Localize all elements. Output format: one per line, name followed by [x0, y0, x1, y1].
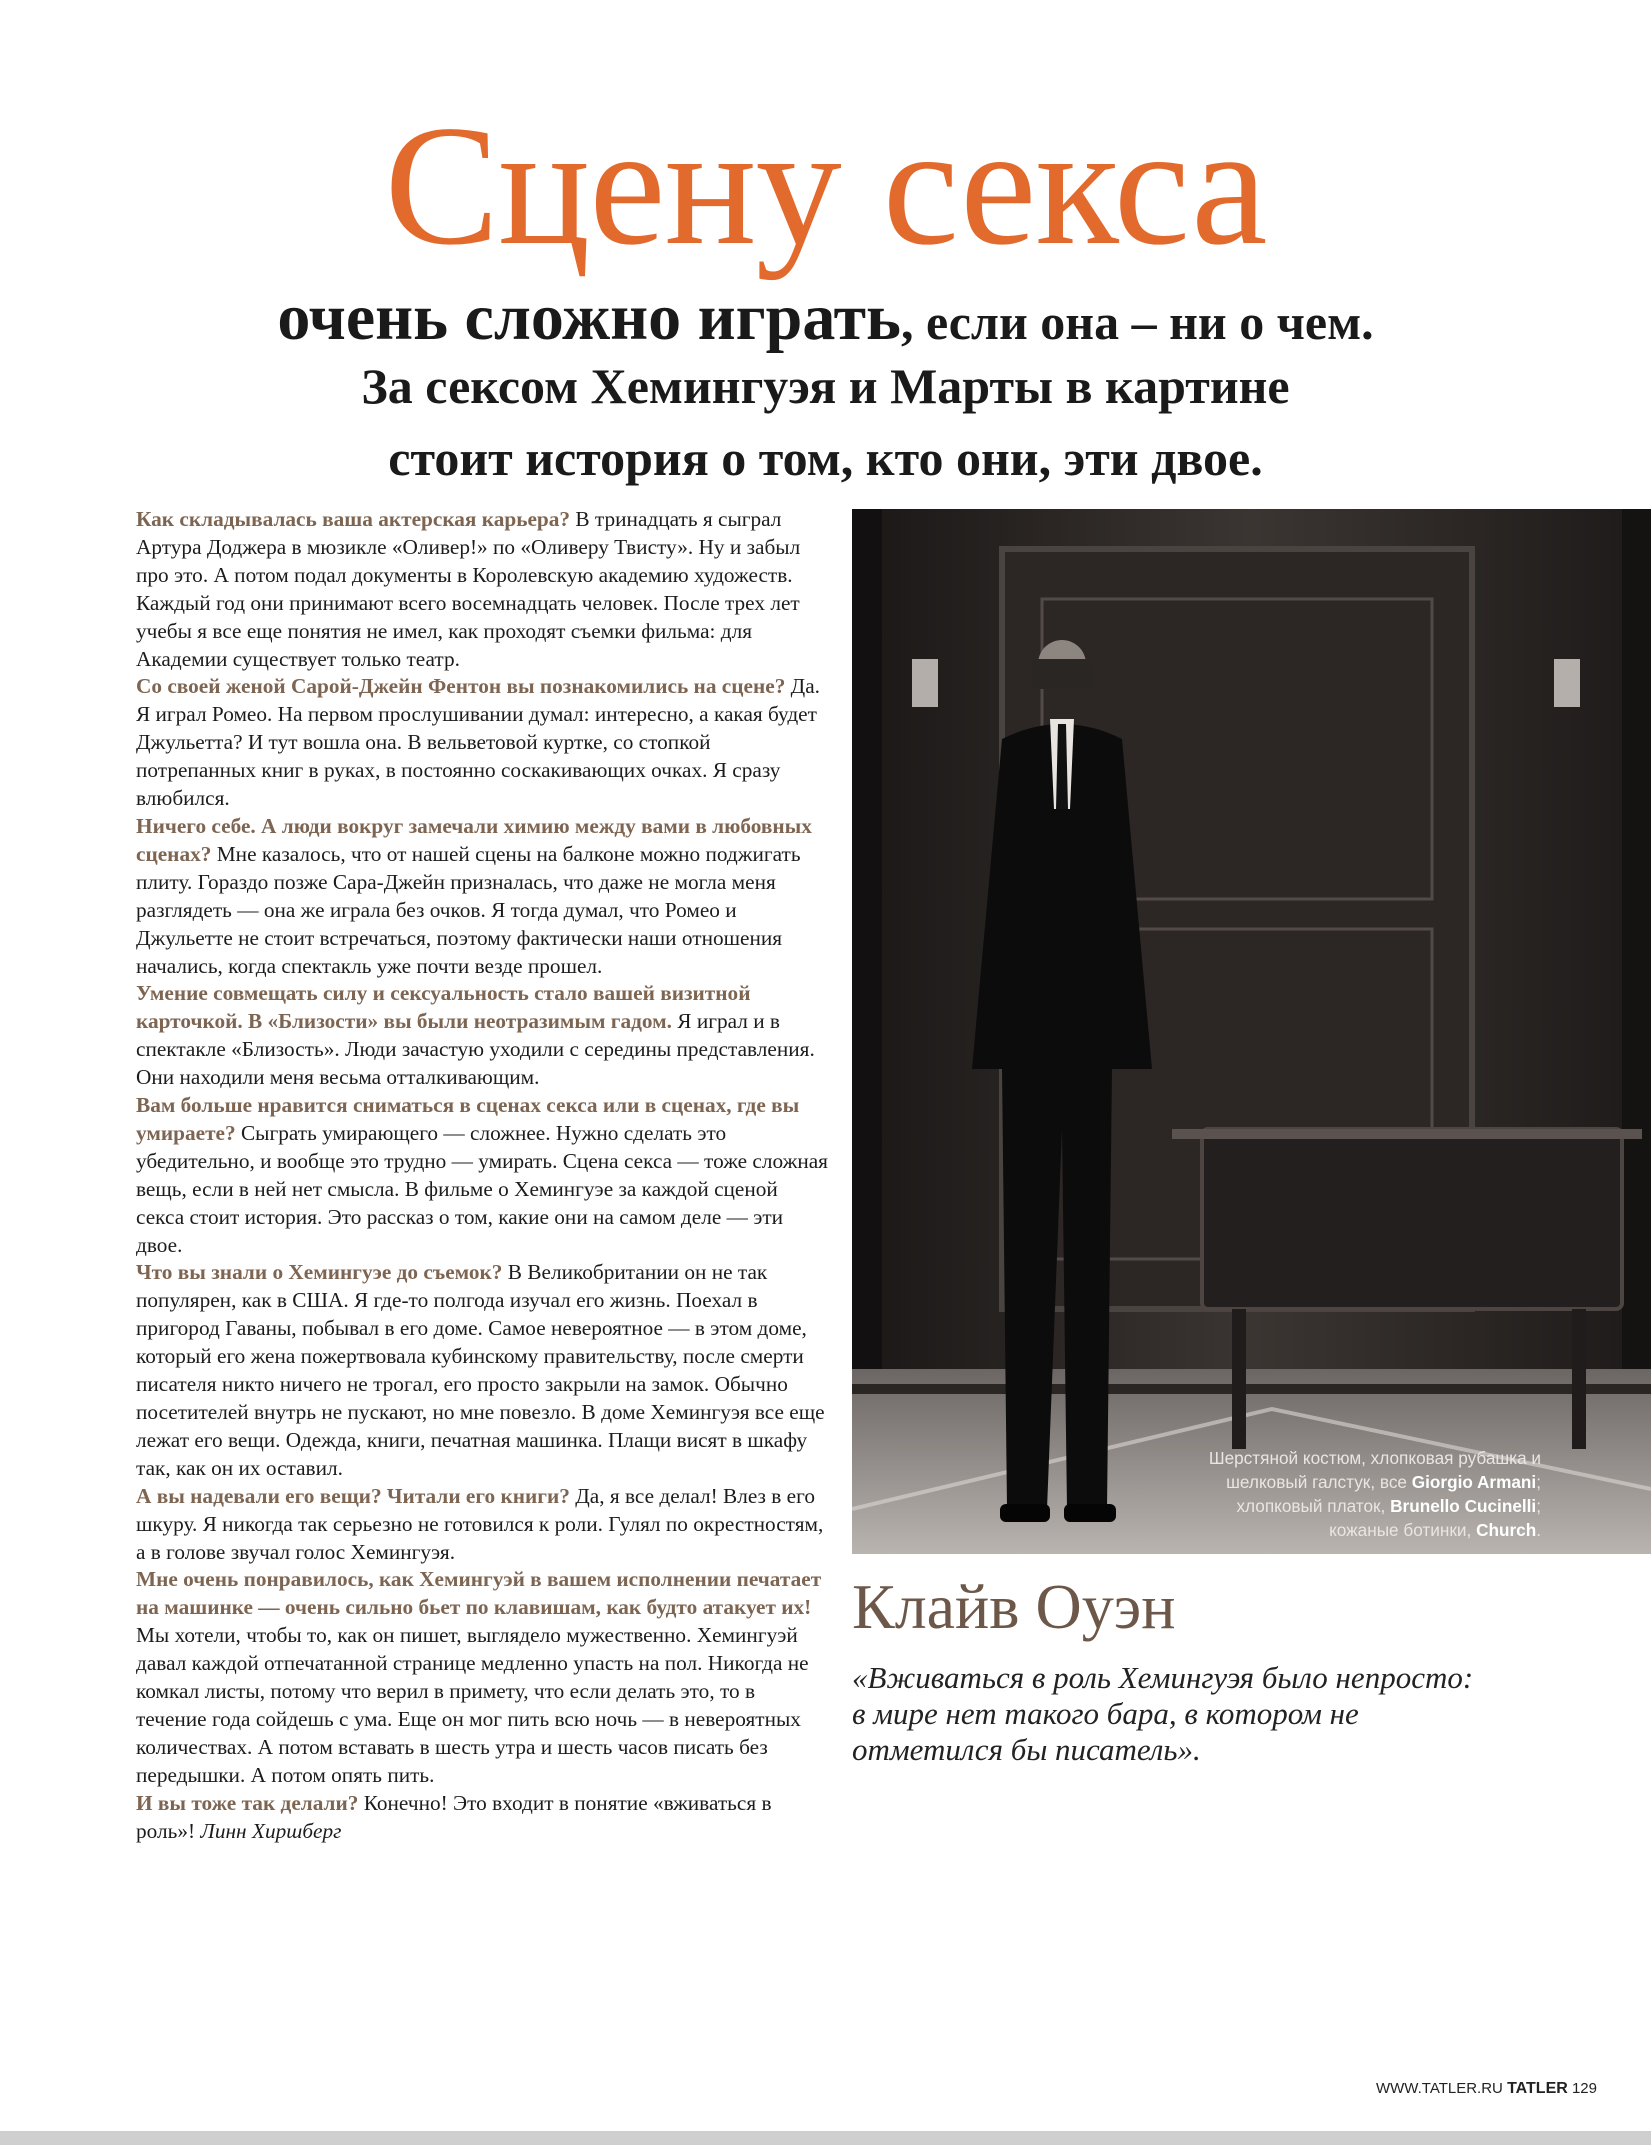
caption-brand: Brunello Cucinelli	[1390, 1496, 1537, 1516]
question: Как складывалась ваша актерская карьера?	[136, 507, 571, 531]
qa-block	[136, 1566, 828, 1789]
photo-caption	[1201, 1446, 1541, 1542]
caption-text: Шерстяной костюм, хлопковая рубашка и шелковый галстук, все	[1208, 1448, 1541, 1492]
author-signature: Линн Хиршберг	[200, 1818, 342, 1843]
answer: Мы хотели, чтобы то, как он пишет, выглядело мужественно. Хемингуэй давал каждой отпечатанной странице медленно упасть на пол. Никогда не комкал листы, потому что верил в примету, что если делать это, то в течение года сойдешь с ума. Еще он мог пить всю ночь — в невероятных количествах. А потом вставать в шесть утра и шесть часов писать без передышки. А потом опять пить.	[136, 1623, 809, 1787]
qa-block	[136, 1483, 828, 1567]
question: Вам больше нравится сниматься в сценах секса или в сценах, где вы умираете?	[136, 1093, 800, 1145]
qa-block	[136, 1790, 828, 1846]
portrait-illustration	[852, 509, 1651, 1554]
answer: Конечно! Это входит в понятие «вживаться в роль»!	[136, 1790, 772, 1843]
question: Мне очень понравилось, как Хемингуэй в вашем исполнении печатает на машинке — очень сильно бьет по клавишам, как будто атакует их!	[136, 1567, 822, 1620]
question: Ничего себе. А люди вокруг замечали химию между вами в любовных сценах?	[136, 813, 812, 866]
qa-block	[136, 1259, 828, 1482]
question: Со своей женой Сарой-Джейн Фентон вы познакомились на сцене?	[136, 674, 786, 699]
deck-line-1	[0, 282, 1651, 355]
answer: Мне казалось, что от нашей сцены на балконе можно поджигать плиту. Гораздо позже Сара-Джейн призналась, что даже не могла меня разглядеть — она же играла без очков. Я тогда думал, что Ромео и Джульетте не стоит встречаться, поэтому фактически наши отношения начались, когда спектакль уже почти везде прошел.	[136, 841, 801, 978]
qa-block	[136, 813, 828, 980]
article-body	[136, 506, 828, 1846]
qa-block	[136, 673, 828, 813]
caption-brand: Giorgio Armani	[1411, 1472, 1537, 1492]
headline: Сцену секса	[384, 91, 1267, 281]
page-number: 129	[1571, 2080, 1597, 2097]
qa-block	[136, 1092, 828, 1259]
answer: В Великобритании он не так популярен, как в США. Я где-то полгода изучал его жизнь. Поехал в пригород Гаваны, побывал в его доме. Самое невероятное — в этом доме, который его жена пожертвовала кубинскому правительству, после смерти писателя никто ничего не трогал, его просто закрыли на замок. Обычно посетителей внутрь не пускают, но мне повезло. В доме Хемингуэя все еще лежат его вещи. Одежда, книги, печатная машинка. Плащи висят в шкафу так, как он их оставил.	[136, 1260, 825, 1480]
profile-name: Клайв Оуэн	[852, 1571, 1176, 1642]
answer: В тринадцать я сыграл Артура Доджера в мюзикле «Оливер!» по «Оливеру Твисту». Ну и забыл про это. А потом подал документы в Королевскую академию художеств. Каждый год они принимают всего восемнадцать человек. После трех лет учебы я все еще понятия не имел, как проходят съемки фильма: для Академии существует только театр.	[136, 507, 801, 671]
portrait-photo	[852, 509, 1651, 1554]
deck-line-1-rest: , если она – ни о чем.	[900, 294, 1374, 350]
answer: Да, я все делал! Влез в его шкуру. Я никогда так серьезно не готовился к роли. Гулял по окрестностям, а в голове звучал голос Хемингуэя.	[136, 1483, 824, 1564]
bottom-edge	[0, 2131, 1651, 2145]
qa-block	[136, 506, 828, 673]
deck-line-1-emphasis: очень сложно играть	[277, 281, 901, 354]
question: Умение совмещать силу и сексуальность стало вашей визитной карточкой. В «Близости» вы были неотразимым гадом.	[136, 981, 751, 1034]
caption-text: ; хлопковый платок,	[1236, 1472, 1541, 1516]
magazine-name: TATLER	[1507, 2080, 1568, 2097]
page-folio	[1376, 2080, 1597, 2098]
caption-text: .	[1536, 1520, 1541, 1540]
answer: Я играл и в спектакле «Близость». Люди зачастую уходили с середины представления. Они находили меня весьма отталкивающим.	[136, 1009, 815, 1090]
deck-line-3: стоит история о том, кто они, эти двое.	[388, 430, 1263, 486]
deck-line-2: За сексом Хемингуэя и Марты в картине	[361, 358, 1290, 414]
question: И вы тоже так делали?	[136, 1790, 359, 1815]
caption-text: ; кожаные ботинки,	[1329, 1496, 1541, 1540]
question: Что вы знали о Хемингуэе до съемок?	[136, 1260, 503, 1285]
qa-block	[136, 980, 828, 1092]
answer: Да. Я играл Ромео. На первом прослушивании думал: интересно, а какая будет Джульетта? И тут вошла она. В вельветовой куртке, со стопкой потрепанных книг в руках, в постоянно соскакивающих очках. Я сразу влюбился.	[136, 674, 820, 811]
answer: Сыграть умирающего — сложнее. Нужно сделать это убедительно, и вообще это трудно — умирать. Сцена секса — тоже сложная вещь, если в ней нет смысла. В фильме о Хемингуэе за каждой сценой секса стоит история. Это рассказ о том, какие они на самом деле — эти двое.	[136, 1120, 828, 1257]
site-url: WWW.TATLER.RU	[1375, 2080, 1503, 2097]
question: А вы надевали его вещи? Читали его книги?	[136, 1483, 570, 1508]
caption-brand: Church	[1476, 1520, 1537, 1540]
pull-quote: «Вживаться в роль Хемингуэя было непросто: в мире нет такого бара, в котором не отметился бы писатель».	[852, 1660, 1474, 1767]
